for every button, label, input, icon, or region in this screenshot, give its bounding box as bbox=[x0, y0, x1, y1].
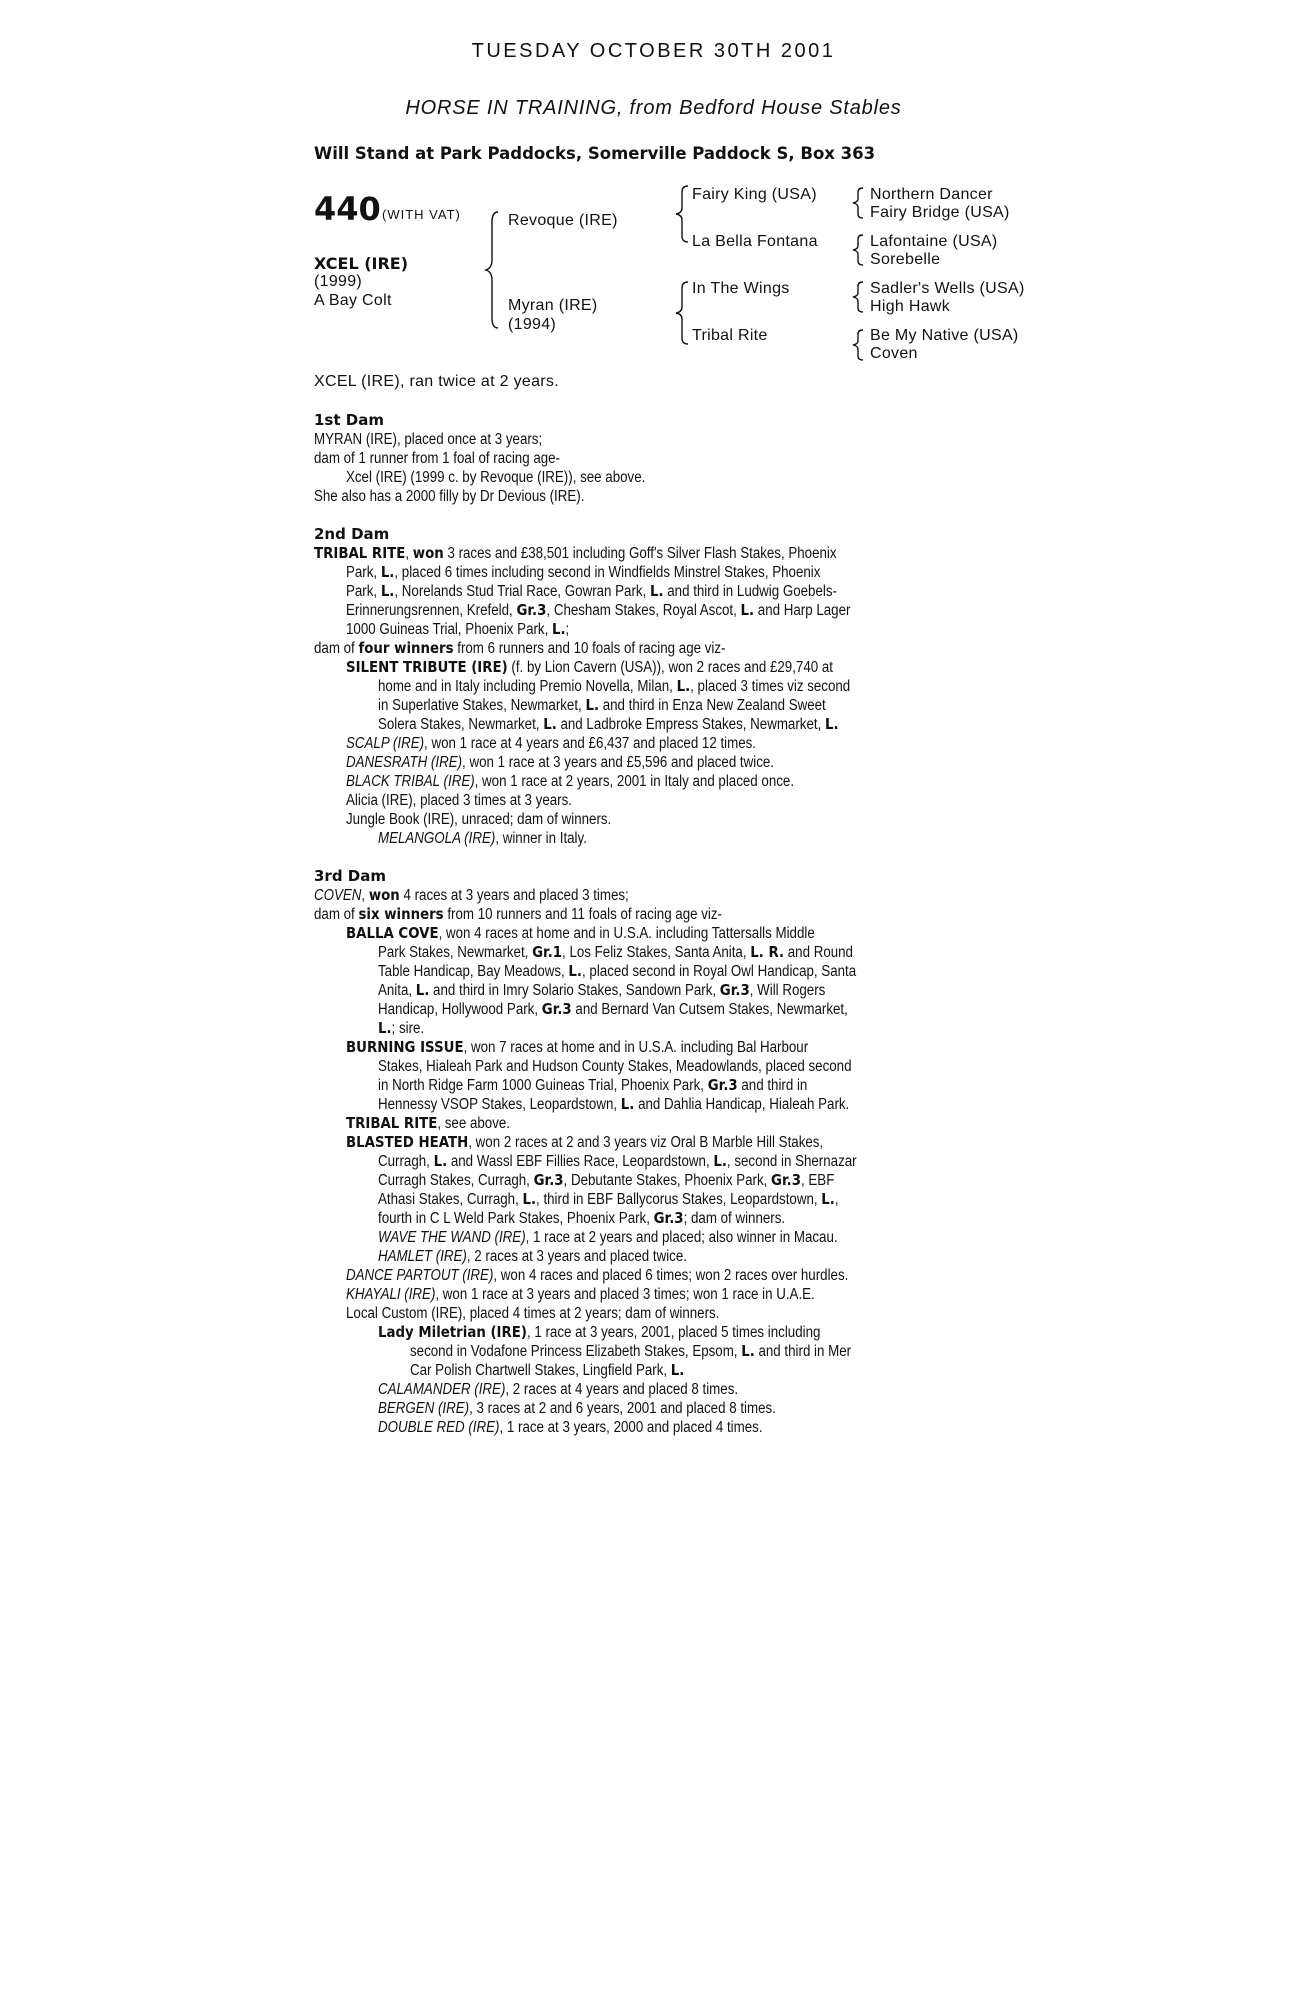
produce-record: KHAYALI (IRE), won 1 race at 3 years and placed 3 times; won 1 race in U.A.E. bbox=[346, 1286, 815, 1303]
pedigree-dam-year: (1994) bbox=[508, 316, 557, 333]
lot-number: 440 bbox=[314, 190, 381, 228]
produce-record: CALAMANDER (IRE), 2 races at 4 years and placed 8 times. bbox=[378, 1381, 739, 1398]
second-dam-produce: dam of four winners from 6 runners and 10 foals of racing age viz- bbox=[314, 639, 726, 657]
third-dam-heading: 3rd Dam bbox=[314, 867, 386, 885]
produce-record: Alicia (IRE), placed 3 times at 3 years. bbox=[346, 792, 572, 809]
horse-description: A Bay Colt bbox=[314, 292, 392, 309]
burning-issue-line: in North Ridge Farm 1000 Guineas Trial, Phoenix Park, Gr.3 and third in bbox=[378, 1076, 808, 1094]
page-subtitle: HORSE IN TRAINING, from Bedford House Stables bbox=[405, 97, 902, 119]
produce-record: WAVE THE WAND (IRE), 1 race at 2 years and placed; also winner in Macau. bbox=[378, 1229, 838, 1246]
first-dam-heading: 1st Dam bbox=[314, 411, 384, 429]
pedigree-brace-ds bbox=[850, 280, 866, 314]
horse-name: XCEL (IRE) bbox=[314, 254, 409, 273]
pedigree-sds: Lafontaine (USA) bbox=[870, 233, 998, 250]
pedigree-brace-main bbox=[482, 210, 502, 330]
blasted-heath-line: Curragh Stakes, Curragh, Gr.3, Debutante Stakes, Phoenix Park, Gr.3, EBF bbox=[378, 1171, 835, 1189]
pedigree-ddd: Coven bbox=[870, 345, 918, 362]
produce-record: Local Custom (IRE), placed 4 times at 2 years; dam of winners. bbox=[346, 1305, 720, 1322]
lady-miletrian-line: second in Vodafone Princess Elizabeth Stakes, Epsom, L. and third in Mer bbox=[410, 1342, 852, 1360]
vat-note: (WITH VAT) bbox=[382, 207, 461, 222]
balla-cove-line: BALLA COVE, won 4 races at home and in U.S.A. including Tattersalls Middle bbox=[346, 924, 815, 942]
silent-tribute-line: Solera Stakes, Newmarket, L. and Ladbroke Empress Stakes, Newmarket, L. bbox=[378, 715, 839, 733]
race-summary: XCEL (IRE), ran twice at 2 years. bbox=[314, 373, 559, 390]
lady-miletrian-line: Lady Miletrian (IRE), 1 race at 3 years, 2001, placed 5 times including bbox=[378, 1323, 821, 1341]
silent-tribute-line: SILENT TRIBUTE (IRE) (f. by Lion Cavern (USA)), won 2 races and £29,740 at bbox=[346, 658, 833, 676]
blasted-heath-line: BLASTED HEATH, won 2 races at 2 and 3 years viz Oral B Marble Hill Stakes, bbox=[346, 1133, 824, 1151]
balla-cove-line: L.; sire. bbox=[378, 1019, 425, 1037]
pedigree-sss: Northern Dancer bbox=[870, 186, 993, 203]
produce-record: Jungle Book (IRE), unraced; dam of winners. bbox=[346, 811, 612, 828]
balla-cove-line: Handicap, Hollywood Park, Gr.3 and Bernard Van Cutsem Stakes, Newmarket, bbox=[378, 1000, 848, 1018]
balla-cove-line: Park Stakes, Newmarket, Gr.1, Los Feliz Stakes, Santa Anita, L. R. and Round bbox=[378, 943, 853, 961]
produce-record: SCALP (IRE), won 1 race at 4 years and £6,437 and placed 12 times. bbox=[346, 735, 757, 752]
tribal-rite-line: TRIBAL RITE, won 3 races and £38,501 including Goff's Silver Flash Stakes, Phoenix bbox=[314, 544, 837, 562]
stand-location: Will Stand at Park Paddocks, Somerville Paddock S, Box 363 bbox=[314, 144, 876, 163]
coven-line: COVEN, won 4 races at 3 years and placed 3 times; bbox=[314, 886, 629, 904]
pedigree-dsd: High Hawk bbox=[870, 298, 951, 315]
first-dam-line: She also has a 2000 filly by Dr Devious (IRE). bbox=[314, 488, 585, 505]
third-dam-produce: dam of six winners from 10 runners and 11 foals of racing age viz- bbox=[314, 905, 722, 923]
pedigree-brace-dam bbox=[672, 280, 692, 346]
produce-record: DANESRATH (IRE), won 1 race at 3 years and £5,596 and placed twice. bbox=[346, 754, 775, 771]
pedigree-brace-sire bbox=[672, 184, 692, 244]
balla-cove-line: Anita, L. and third in Imry Solario Stakes, Sandown Park, Gr.3, Will Rogers bbox=[378, 981, 826, 999]
first-dam-line: Xcel (IRE) (1999 c. by Revoque (IRE)), see above. bbox=[346, 469, 646, 486]
blasted-heath-line: fourth in C L Weld Park Stakes, Phoenix Park, Gr.3; dam of winners. bbox=[378, 1209, 786, 1227]
tribal-rite-line: Park, L., placed 6 times including second in Windfields Minstrel Stakes, Phoenix bbox=[346, 563, 821, 581]
pedigree-brace-ss bbox=[850, 186, 866, 220]
first-dam-line: MYRAN (IRE), placed once at 3 years; bbox=[314, 431, 543, 448]
tribal-rite-line: Erinnerungsrennen, Krefeld, Gr.3, Chesham Stakes, Royal Ascot, L. and Harp Lager bbox=[346, 601, 851, 619]
blasted-heath-line: Curragh, L. and Wassl EBF Fillies Race, Leopardstown, L., second in Shernazar bbox=[378, 1152, 857, 1170]
tribal-rite-line: Park, L., Norelands Stud Trial Race, Gowran Park, L. and third in Ludwig Goebels- bbox=[346, 582, 837, 600]
pedigree-dam: Myran (IRE) bbox=[508, 297, 598, 314]
silent-tribute-line: in Superlative Stakes, Newmarket, L. and third in Enza New Zealand Sweet bbox=[378, 696, 826, 714]
produce-record: MELANGOLA (IRE), winner in Italy. bbox=[378, 830, 587, 847]
produce-record: HAMLET (IRE), 2 races at 3 years and placed twice. bbox=[378, 1248, 687, 1265]
burning-issue-line: Hennessy VSOP Stakes, Leopardstown, L. and Dahlia Handicap, Hialeah Park. bbox=[378, 1095, 850, 1113]
pedigree-sire-dam: La Bella Fontana bbox=[692, 233, 818, 250]
first-dam-line: dam of 1 runner from 1 foal of racing age- bbox=[314, 450, 561, 467]
balla-cove-line: Table Handicap, Bay Meadows, L., placed second in Royal Owl Handicap, Santa bbox=[378, 962, 857, 980]
pedigree-sdd: Sorebelle bbox=[870, 251, 941, 268]
pedigree-ssd: Fairy Bridge (USA) bbox=[870, 204, 1010, 221]
burning-issue-line: BURNING ISSUE, won 7 races at home and in U.S.A. including Bal Harbour bbox=[346, 1038, 809, 1056]
pedigree-dam-sire: In The Wings bbox=[692, 280, 790, 297]
pedigree-brace-sd bbox=[850, 233, 866, 267]
produce-record: BLACK TRIBAL (IRE), won 1 race at 2 years, 2001 in Italy and placed once. bbox=[346, 773, 795, 790]
lady-miletrian-line: Car Polish Chartwell Stakes, Lingfield Park, L. bbox=[410, 1361, 685, 1379]
produce-record: DOUBLE RED (IRE), 1 race at 3 years, 2000 and placed 4 times. bbox=[378, 1419, 763, 1436]
blasted-heath-line: Athasi Stakes, Curragh, L., third in EBF Ballycorus Stakes, Leopardstown, L., bbox=[378, 1190, 839, 1208]
foaling-year: (1999) bbox=[314, 273, 363, 290]
produce-record: DANCE PARTOUT (IRE), won 4 races and placed 6 times; won 2 races over hurdles. bbox=[346, 1267, 849, 1284]
pedigree-sire: Revoque (IRE) bbox=[508, 212, 618, 229]
pedigree-brace-dd bbox=[850, 328, 866, 362]
pedigree-dam-dam: Tribal Rite bbox=[692, 327, 768, 344]
silent-tribute-line: home and in Italy including Premio Novella, Milan, L., placed 3 times viz second bbox=[378, 677, 851, 695]
tribal-rite-ref: TRIBAL RITE, see above. bbox=[346, 1114, 510, 1132]
tribal-rite-line: 1000 Guineas Trial, Phoenix Park, L.; bbox=[346, 620, 570, 638]
second-dam-heading: 2nd Dam bbox=[314, 525, 390, 543]
produce-record: BERGEN (IRE), 3 races at 2 and 6 years, 2001 and placed 8 times. bbox=[378, 1400, 776, 1417]
burning-issue-line: Stakes, Hialeah Park and Hudson County Stakes, Meadowlands, placed second bbox=[378, 1058, 852, 1075]
pedigree-dds: Be My Native (USA) bbox=[870, 327, 1019, 344]
pedigree-sire-sire: Fairy King (USA) bbox=[692, 186, 817, 203]
pedigree-dss: Sadler's Wells (USA) bbox=[870, 280, 1025, 297]
sale-date: TUESDAY OCTOBER 30TH 2001 bbox=[471, 40, 836, 62]
